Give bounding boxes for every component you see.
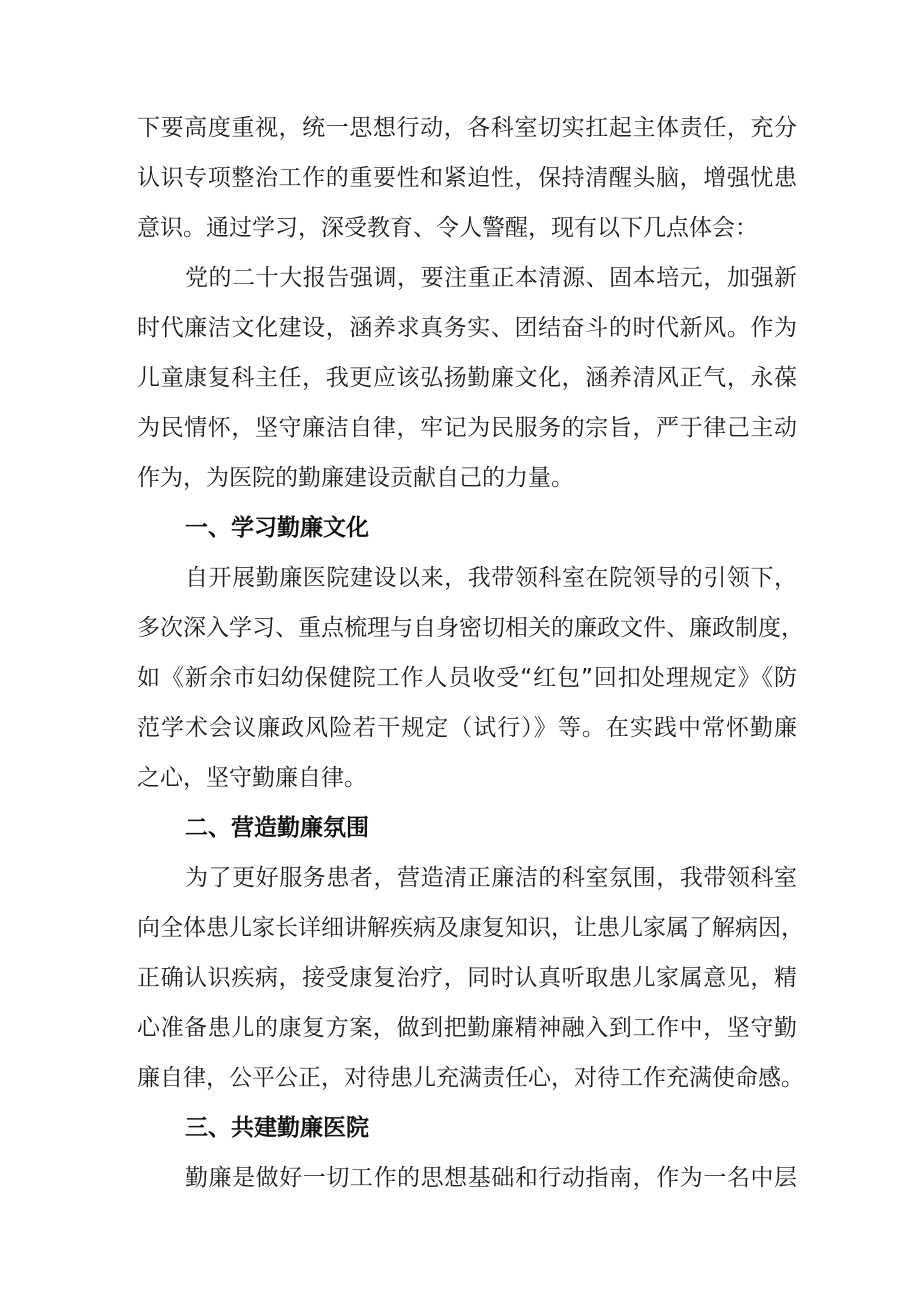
paragraph-line: 范学术会议廉政风险若干规定（试行）》等。在实践中常怀勤廉 (137, 715, 797, 741)
paragraph-line: 为民情怀，坚守廉洁自律，牢记为民服务的宗旨，严于律己主动 (137, 415, 797, 441)
paragraph-line: 向全体患儿家长详细讲解疾病及康复知识，让患儿家属了解病因， (137, 915, 804, 941)
paragraph-line: 正确认识疾病，接受康复治疗，同时认真听取患儿家属意见，精 (137, 965, 797, 991)
paragraph-line: 意识。通过学习，深受教育、令人警醒，现有以下几点体会： (137, 215, 758, 241)
paragraph-line: 时代廉洁文化建设，涵养求真务实、团结奋斗的时代新风。作为 (137, 315, 797, 341)
paragraph-line: 之心，坚守勤廉自律。 (137, 765, 367, 791)
paragraph-line: 廉自律，公平公正，对待患儿充满责任心，对待工作充满使命感。 (137, 1065, 804, 1091)
paragraph-line: 认识专项整治工作的重要性和紧迫性，保持清醒头脑，增强忧患 (137, 165, 797, 191)
paragraph-line: 下要高度重视，统一思想行动，各科室切实扛起主体责任，充分 (137, 115, 797, 141)
section-heading: 二、营造勤廉氛围 (185, 815, 369, 841)
paragraph-line: 勤廉是做好一切工作的思想基础和行动指南，作为一名中层 (185, 1165, 797, 1191)
paragraph-line: 多次深入学习、重点梳理与自身密切相关的廉政文件、廉政制度， (137, 615, 804, 641)
paragraph-line: 儿童康复科主任，我更应该弘扬勤廉文化，涵养清风正气，永葆 (137, 365, 797, 391)
section-heading: 一、学习勤廉文化 (185, 515, 369, 541)
paragraph-line: 如《新余市妇幼保健院工作人员收受“红包”回扣处理规定》《防 (137, 665, 797, 691)
paragraph-line: 心准备患儿的康复方案，做到把勤廉精神融入到工作中，坚守勤 (137, 1015, 797, 1041)
paragraph-line: 自开展勤廉医院建设以来，我带领科室在院领导的引领下， (185, 565, 797, 591)
paragraph-line: 作为，为医院的勤廉建设贡献自己的力量。 (137, 465, 574, 491)
paragraph-line: 为了更好服务患者，营造清正廉洁的科室氛围，我带领科室 (185, 865, 797, 891)
paragraph-line: 党的二十大报告强调，要注重正本清源、固本培元，加强新 (185, 265, 797, 291)
section-heading: 三、共建勤廉医院 (185, 1115, 369, 1141)
